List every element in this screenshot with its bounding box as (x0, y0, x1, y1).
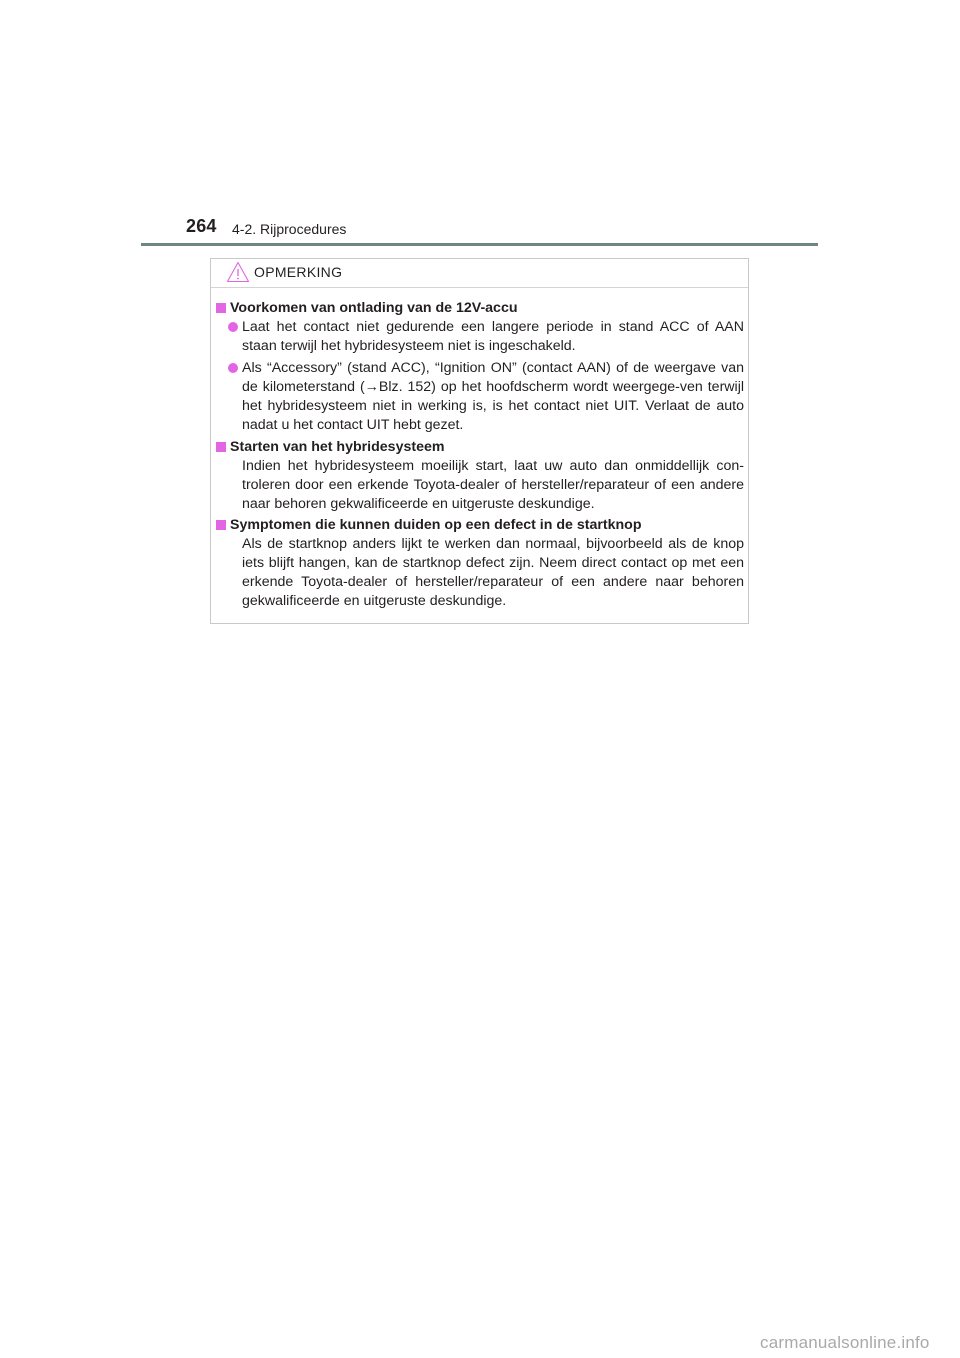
notice-body (216, 299, 744, 613)
notice-section-start-button (216, 516, 744, 611)
round-bullet-icon (228, 322, 238, 332)
section-heading (216, 438, 744, 457)
list-item (216, 359, 744, 435)
list-item-text: Als “Accessory” (stand ACC), “Ignition ON” (contact AAN) of de weergave van de kilometerstand (→Blz. 152) op het hoofdscherm wordt weergege-ven terwijl het hybridesysteem niet in werking is, is het contact niet UIT. Verlaat de auto nadat u het contact UIT hebt gezet. (242, 360, 744, 433)
section-heading-text: Symptomen die kunnen duiden op een defect in de startknop (230, 517, 642, 533)
page-header (0, 0, 960, 250)
header-divider (141, 243, 818, 246)
section-heading-text: Starten van het hybridesysteem (230, 439, 445, 455)
notice-section-starting (216, 438, 744, 514)
watermark: carmanualsonline.info (760, 1333, 930, 1352)
square-bullet-icon (216, 303, 226, 313)
square-bullet-icon (216, 442, 226, 452)
notice-header (211, 259, 748, 288)
list-item (216, 318, 744, 356)
square-bullet-icon (216, 520, 226, 530)
page-number: 264 (186, 216, 217, 236)
list-item-text: Laat het contact niet gedurende een langere periode in stand ACC of AAN staan terwijl het hybridesysteem niet is ingeschakeld. (242, 319, 744, 354)
section-heading (216, 516, 744, 535)
round-bullet-icon (228, 363, 238, 373)
section-heading (216, 299, 744, 318)
section-title: 4-2. Rijprocedures (232, 221, 347, 237)
warning-triangle-icon (226, 260, 250, 284)
section-paragraph: Indien het hybridesysteem moeilijk start, laat uw auto dan onmiddellijk con-troleren door een erkende Toyota-dealer of hersteller/reparateur of een andere naar behoren gekwalificeerde en uitgeruste deskundige. (242, 458, 744, 512)
notice-section-battery (216, 299, 744, 435)
section-paragraph: Als de startknop anders lijkt te werken dan normaal, bijvoorbeeld als de knop iets blijft hangen, kan de startknop defect zijn. Neem direct contact op met een erkende Toyota-dealer of hersteller/reparateur of een andere naar behoren gekwalificeerde en uitgeruste deskundige. (242, 536, 744, 609)
notice-box (210, 258, 749, 624)
section-heading-text: Voorkomen van ontlading van de 12V-accu (230, 300, 518, 316)
notice-label: OPMERKING (254, 264, 343, 280)
